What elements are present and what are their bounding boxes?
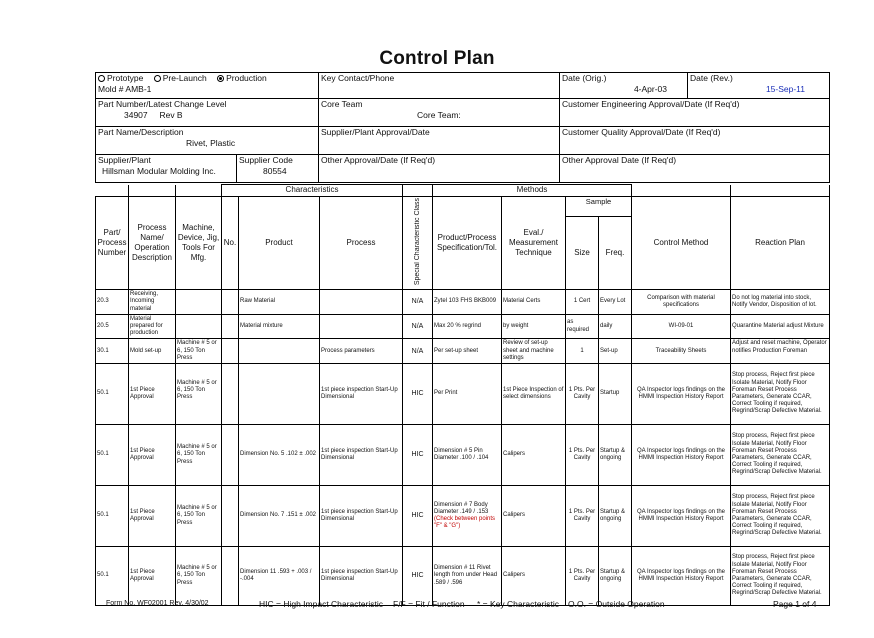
cell-process: 1st piece inspection Start-Up Dimensional bbox=[320, 424, 403, 485]
blank-header bbox=[632, 185, 731, 197]
col-process-name: Process Name/ Operation Description bbox=[129, 197, 176, 290]
page-title: Control Plan bbox=[379, 48, 495, 69]
cell-control: QA Inspector logs findings on the HMMI Inspection History Report bbox=[632, 546, 731, 605]
supplier-value: Hillsman Modular Molding Inc. bbox=[102, 166, 216, 176]
cell-name: 1st Piece Approval bbox=[129, 546, 176, 605]
other-approval-label: Other Approval/Date (If Req'd) bbox=[321, 155, 436, 165]
cell-control: QA Inspector logs findings on the HMMI Inspection History Report bbox=[632, 424, 731, 485]
col-size: Size bbox=[566, 217, 599, 290]
cell-size: 1 Pts. Per Cavity bbox=[566, 363, 599, 424]
cust-eng-label: Customer Engineering Approval/Date (If Req'd) bbox=[562, 99, 740, 109]
cell-no bbox=[222, 339, 239, 364]
blank-header bbox=[96, 185, 129, 197]
cell-size: 1 Pts. Per Cavity bbox=[566, 546, 599, 605]
key-contact-cell bbox=[319, 73, 560, 99]
header-table bbox=[95, 72, 830, 183]
cell-product: Dimension No. 7 .151 ± .002 bbox=[239, 485, 320, 546]
cell-product: Dimension 11 .593 + .003 / -.004 bbox=[239, 546, 320, 605]
cell-machine: Machine # 5 or 6, 150 Ton Press bbox=[176, 546, 222, 605]
key-contact-label: Key Contact/Phone bbox=[321, 73, 395, 83]
col-machine: Machine, Device, Jig, Tools For Mfg. bbox=[176, 197, 222, 290]
part-name-cell bbox=[96, 127, 319, 155]
part-name-value: Rivet, Plastic bbox=[186, 138, 236, 148]
col-no: No. bbox=[222, 197, 239, 290]
methods-group-header: Methods bbox=[433, 185, 632, 197]
cell-reaction: Stop process, Reject first piece Isolate Material, Notify Floor Foreman Reset Process Parameters, Generate CCAR, Correct Tooling if required, Regrind/Scrap Defective Material. bbox=[731, 363, 830, 424]
cell-name: Mold set-up bbox=[129, 339, 176, 364]
radio-production[interactable] bbox=[217, 73, 267, 84]
radio-label: Pre-Launch bbox=[162, 73, 207, 83]
cell-spec bbox=[433, 314, 502, 339]
key-legend: * = Key Characteristic bbox=[477, 599, 559, 609]
spec-note: (Check between points "F" & "G") bbox=[434, 515, 496, 530]
spec-text: Dimension # 11 Rivet length from under Head .589 / .596 bbox=[434, 565, 498, 586]
col-reaction-plan: Reaction Plan bbox=[731, 197, 830, 290]
cell-no bbox=[222, 485, 239, 546]
cell-part: 50.1 bbox=[96, 363, 129, 424]
plan-type-cell bbox=[96, 73, 319, 99]
cell-freq: Startup & ongoing bbox=[599, 546, 632, 605]
col-freq: Freq. bbox=[599, 217, 632, 290]
cell-eval: by weight bbox=[502, 314, 566, 339]
cell-control: WI-09-01 bbox=[632, 314, 731, 339]
cell-spec bbox=[433, 290, 502, 315]
cell-size: 1 Pts. Per Cavity bbox=[566, 424, 599, 485]
cell-eval: Calipers bbox=[502, 424, 566, 485]
cell-spec bbox=[433, 339, 502, 364]
date-orig-label: Date (Orig.) bbox=[562, 73, 607, 83]
col-process: Process bbox=[320, 197, 403, 290]
spec-text: Per set-up sheet bbox=[434, 347, 479, 354]
core-team-cell bbox=[319, 99, 560, 127]
cell-machine: Machine # 5 or 6, 150 Ton Press bbox=[176, 485, 222, 546]
cell-eval: Material Certs bbox=[502, 290, 566, 315]
col-eval-technique: Eval./ Measurement Technique bbox=[502, 197, 566, 290]
radio-circle-icon bbox=[98, 75, 105, 82]
radio-selected-icon bbox=[217, 75, 224, 82]
table-row bbox=[96, 290, 830, 315]
radio-group bbox=[98, 73, 275, 83]
mold-number: Mold # AMB-1 bbox=[98, 84, 152, 94]
supplier-cell bbox=[96, 155, 237, 183]
cell-freq: Set-up bbox=[599, 339, 632, 364]
sample-group-header: Sample bbox=[566, 197, 632, 217]
date-orig-cell bbox=[560, 73, 688, 99]
spec-text: Dimension # 7 Body Diameter .149 / .153 bbox=[434, 501, 489, 515]
table-row bbox=[96, 314, 830, 339]
cell-reaction: Stop process, Reject first piece Isolate Material, Notify Floor Foreman Reset Process Parameters, Generate CCAR, Correct Tooling if required, Regrind/Scrap Defective Material. bbox=[731, 546, 830, 605]
cell-spec bbox=[433, 424, 502, 485]
col-specification: Product/Process Specification/Tol. bbox=[433, 197, 502, 290]
cell-process bbox=[320, 290, 403, 315]
cust-quality-cell bbox=[560, 127, 830, 155]
part-number: 34907 bbox=[124, 110, 148, 120]
supplier-approval-label: Supplier/Plant Approval/Date bbox=[321, 127, 430, 137]
cell-special: HIC bbox=[403, 363, 433, 424]
date-orig-value: 4-Apr-03 bbox=[633, 84, 668, 94]
cell-product bbox=[239, 363, 320, 424]
table-row bbox=[96, 546, 830, 605]
cell-machine bbox=[176, 290, 222, 315]
table-row bbox=[96, 424, 830, 485]
cust-quality-label: Customer Quality Approval/Date (If Req'd) bbox=[562, 127, 721, 137]
supplier-code-cell bbox=[237, 155, 319, 183]
core-team-label: Core Team bbox=[321, 99, 363, 109]
cell-control: QA Inspector logs findings on the HMMI Inspection History Report bbox=[632, 363, 731, 424]
rev-level: Rev B bbox=[159, 110, 183, 120]
cell-spec bbox=[433, 363, 502, 424]
cell-special: HIC bbox=[403, 546, 433, 605]
cell-size: 1 Cert bbox=[566, 290, 599, 315]
spec-text: Zytel 103 FHS BKB009 bbox=[434, 298, 497, 305]
cell-process: 1st piece inspection Start-Up Dimensional bbox=[320, 363, 403, 424]
cell-control: QA Inspector logs findings on the HMMI Inspection History Report bbox=[632, 485, 731, 546]
cell-name: 1st Piece Approval bbox=[129, 424, 176, 485]
cell-freq: Startup & ongoing bbox=[599, 424, 632, 485]
col-special-characteristic bbox=[403, 197, 433, 290]
cell-process: Process parameters bbox=[320, 339, 403, 364]
cell-special: HIC bbox=[403, 485, 433, 546]
cell-process: 1st piece inspection Start-Up Dimensional bbox=[320, 485, 403, 546]
radio-label: Prototype bbox=[107, 73, 144, 83]
supplier-approval-cell bbox=[319, 127, 560, 155]
cell-part: 50.1 bbox=[96, 546, 129, 605]
cell-part: 30.1 bbox=[96, 339, 129, 364]
cell-name: 1st Piece Approval bbox=[129, 485, 176, 546]
cell-machine: Machine # 5 or 6, 150 Ton Press bbox=[176, 424, 222, 485]
table-row bbox=[96, 339, 830, 364]
cell-part: 50.1 bbox=[96, 485, 129, 546]
date-rev-value: 15-Sep-11 bbox=[765, 84, 806, 94]
cell-control: Comparison with material specifications bbox=[632, 290, 731, 315]
cell-machine bbox=[176, 314, 222, 339]
cell-control: Traceability Sheets bbox=[632, 339, 731, 364]
other-approval2-label: Other Approval Date (If Req'd) bbox=[562, 155, 677, 165]
cell-product: Material mixture bbox=[239, 314, 320, 339]
cell-reaction: Stop process, Reject first piece Isolate Material, Notify Floor Foreman Reset Process Parameters, Generate CCAR, Correct Tooling if required, Regrind/Scrap Defective Material. bbox=[731, 485, 830, 546]
cell-part: 20.5 bbox=[96, 314, 129, 339]
date-rev-cell bbox=[688, 73, 830, 99]
cell-special: N/A bbox=[403, 290, 433, 315]
special-characteristic-label: Special Characteristic Class bbox=[413, 198, 421, 286]
cell-freq: Every Lot bbox=[599, 290, 632, 315]
ff-legend: F/F = Fit / Function bbox=[393, 599, 465, 609]
cell-no bbox=[222, 546, 239, 605]
radio-prototype[interactable] bbox=[98, 73, 143, 84]
blank-header bbox=[176, 185, 222, 197]
cell-freq: daily bbox=[599, 314, 632, 339]
cell-reaction: Stop process, Reject first piece Isolate Material, Notify Floor Foreman Reset Process Parameters, Generate CCAR, Correct Tooling if required, Regrind/Scrap Defective Material. bbox=[731, 424, 830, 485]
cell-part: 20.3 bbox=[96, 290, 129, 315]
cell-product: Raw Material bbox=[239, 290, 320, 315]
radio-label: Production bbox=[226, 73, 267, 83]
part-number-label: Part Number/Latest Change Level bbox=[98, 99, 227, 109]
cell-process: 1st piece inspection Start-Up Dimensional bbox=[320, 546, 403, 605]
hic-legend: HIC = High Impact Characteristic bbox=[259, 599, 383, 609]
page-number: Page 1 of 4 bbox=[773, 599, 817, 609]
supplier-label: Supplier/Plant bbox=[98, 155, 151, 165]
table-row bbox=[96, 485, 830, 546]
cell-special: HIC bbox=[403, 424, 433, 485]
cell-no bbox=[222, 363, 239, 424]
cell-no bbox=[222, 314, 239, 339]
cell-eval: 1st Piece Inspection of select dimensions bbox=[502, 363, 566, 424]
blank-header bbox=[129, 185, 176, 197]
cell-eval: Calipers bbox=[502, 485, 566, 546]
radio-pre-launch[interactable] bbox=[154, 73, 207, 84]
cell-freq: Startup bbox=[599, 363, 632, 424]
cell-special: N/A bbox=[403, 339, 433, 364]
cell-reaction: Quarantine Material adjust Mixture bbox=[731, 314, 830, 339]
cell-machine: Machine # 5 or 6, 150 Ton Press bbox=[176, 363, 222, 424]
cust-eng-cell bbox=[560, 99, 830, 127]
supplier-code-value: 80554 bbox=[263, 166, 287, 176]
form-number: Form No. WF02001 Rev. 4/30/02 bbox=[106, 600, 209, 607]
oo-legend: O.O. = Outside Operation bbox=[568, 599, 665, 609]
radio-circle-icon bbox=[154, 75, 161, 82]
col-control-method: Control Method bbox=[632, 197, 731, 290]
col-part-process-number: Part/ Process Number bbox=[96, 197, 129, 290]
part-number-cell bbox=[96, 99, 319, 127]
other-approval-cell bbox=[319, 155, 560, 183]
cell-reaction: Adjust and reset machine, Operator notifies Production Foreman bbox=[731, 339, 830, 364]
cell-spec bbox=[433, 485, 502, 546]
part-number-value bbox=[98, 110, 316, 121]
cell-name: Material prepared for production bbox=[129, 314, 176, 339]
blank-header bbox=[731, 185, 830, 197]
characteristics-group-header: Characteristics bbox=[222, 185, 403, 197]
spec-text: Dimension # 5 Pin Diameter .100 / .104 bbox=[434, 447, 489, 461]
table-row bbox=[96, 363, 830, 424]
cell-eval: Calipers bbox=[502, 546, 566, 605]
core-team-value: Core Team: bbox=[417, 110, 461, 120]
part-name-label: Part Name/Description bbox=[98, 127, 184, 137]
cell-machine: Machine # 5 or 6, 150 Ton Press bbox=[176, 339, 222, 364]
cell-eval: Review of set-up sheet and machine settings bbox=[502, 339, 566, 364]
cell-no bbox=[222, 424, 239, 485]
cell-freq: Startup & ongoing bbox=[599, 485, 632, 546]
cell-no bbox=[222, 290, 239, 315]
control-plan-table bbox=[95, 184, 830, 606]
cell-name: 1st Piece Approval bbox=[129, 363, 176, 424]
cell-size: 1 bbox=[566, 339, 599, 364]
cell-process bbox=[320, 314, 403, 339]
other-approval2-cell bbox=[560, 155, 830, 183]
cell-reaction: Do not log material into stock, Notify Vendor, Disposition of lot. bbox=[731, 290, 830, 315]
cell-size: as required bbox=[566, 314, 599, 339]
cell-spec bbox=[433, 546, 502, 605]
spec-text: Per Print bbox=[434, 390, 458, 397]
spec-text: Max 20 % regrind bbox=[434, 322, 482, 329]
supplier-code-label: Supplier Code bbox=[239, 155, 293, 165]
cell-special: N/A bbox=[403, 314, 433, 339]
date-rev-label: Date (Rev.) bbox=[690, 73, 733, 83]
col-product: Product bbox=[239, 197, 320, 290]
blank-header bbox=[403, 185, 433, 197]
cell-name: Receiving, Incoming material bbox=[129, 290, 176, 315]
cell-product: Dimension No. 5 .102 ± .002 bbox=[239, 424, 320, 485]
cell-product bbox=[239, 339, 320, 364]
cell-part: 50.1 bbox=[96, 424, 129, 485]
cell-size: 1 Pts. Per Cavity bbox=[566, 485, 599, 546]
